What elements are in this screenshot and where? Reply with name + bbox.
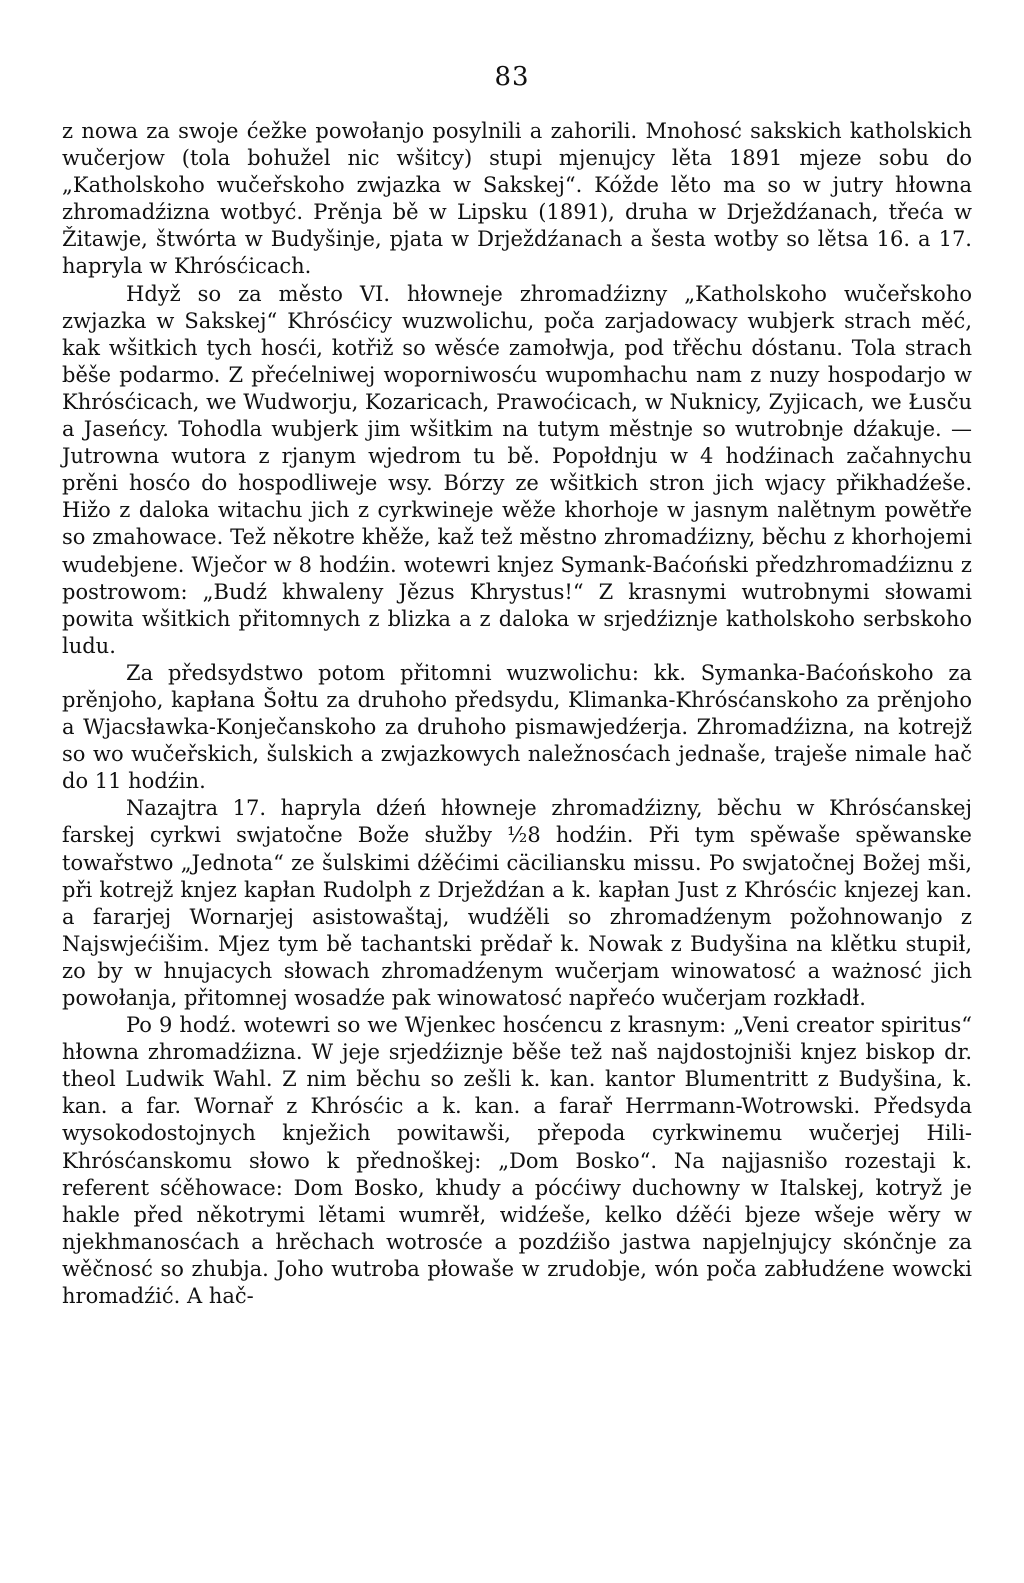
paragraph: z nowa za swoje ćežke powołanjo posylnili a zahorili. Mnohosć sakskich katholskich wučerjow (tola bohužel nic wšitcy) stupi mjenujcy lěta 1891 mjeze sobu do „Katholskoho wučeřskoho zwjazka w Sakskej“. Kóžde lěto ma so w jutry hłowna zhromadźizna wotbyć. Prěnja bě w Lipsku (1891), druha w Drježdźanach, třeća w Žitawje, štwórta w Budyšinje, pjata w Drježdźanach a šesta wotby so lětsa 16. a 17. hapryla w Khrósćicach. [62,119,972,279]
paragraph: Po 9 hodź. wotewri so we Wjenkec hosćencu z krasnym: „Veni creator spiritus“ hłowna zhromadźizna. W jeje srjedźiznje běše tež naš najdostojniši knjez biskop dr. theol Ludwik Wahl. Z nim běchu so zešli k. kan. kantor Blumentritt z Budyšina, k. kan. a far. Wornař z Khrósćic a k. kan. a farař Herrmann-Wotrowski. Předsyda wysokodostojnych knježich powitawši, přepoda cyrkwinemu wučerjej Hili-Khrósćanskomu słowo k přednoškej: „Dom Bosko“. Na najjasnišo rozestaji k. referent sćěhowace: Dom Bosko, khudy a pócćiwy duchowny w Italskej, kotryž je hakle před někotrymi lětami wumrěł, widźeše, kelko dźěći bjeze wšeje wěry w njekhmanosćach a hrěchach wotrosće a pozdźišo jastwa napjelnjujcy skónčnje za wěčnosć so zhubja. Joho wutroba płowaše w zrudobje, wón poča zabłudźene wowcki hromadźić. A hač- [62,1013,972,1309]
body-text [62,118,972,1310]
page-number: 83 [494,62,530,92]
paragraph: Hdyž so za město VI. hłowneje zhromadźizny „Katholskoho wučeřskoho zwjazka w Sakskej“ Khrósćicy wuzwolichu, poča zarjadowacy wubjerk strach měć, kak wšitkich tych hosći, kotřiž so wěsće zamołwja, pod třěchu dóstanu. Tola strach běše podarmo. Z přećelniwej woporniwosću wupomhachu nam z nuzy hospodarjo w Khrósćicach, we Wudworju, Kozaricach, Prawoćicach, w Nuknicy, Zyjicach, we Łusču a Jasеńcy. Tohodla wubjerk jim wšitkim na tutym městnje so wutrobnje dźakuje. — Jutrowna wutora z rjanym wjedrom tu bě. Popołdnju w 4 hodźinach začahnychu prěni hosćo do hospodliweje wsy. Bórzy ze wšitkich stron jich wjacy přikhadźeše. Hižo z daloka witachu jich z cyrkwineje wěže khorhoje w jasnym nalětnym powětře so zmahowace. Tež někotre khěže, kaž tež městno zhromadźizny, běchu z khorhojemi wudebjene. Wječor w 8 hodźin. wotewri knjez Symank-Baćoński předzhromadźiznu z postrowom: „Budź khwaleny Jězus Khrystus!“ Z krasnymi wutrobnymi słowami powita wšitkich přitomnych z blizka a z daloka w srjedźiznje katholskoho serbskoho ludu. [62,281,972,658]
paragraph: Nazajtra 17. hapryla dźeń hłowneje zhromadźizny, běchu w Khrósćanskej farskej cyrkwi swjatočne Bože słužby ½8 hodźin. Při tym spěwaše spěwanske towařstwo „Jednota“ ze šulskimi dźěćimi cäciliansku missu. Po swjatočnej Božej mši, při kotrejž knjez kapłan Rudolph z Drježdźan a k. kapłan Just z Khrósćic knjezej kan. a fararjej Wornarjej asistowaštaj, wudźěli so zhromadźenym požohnowanjo z Najswjećišim. Mjez tym bě tachantski prědař k. Nowak z Budyšina na klětku stupił, zo by w hnujacych słowach zhromadźenym wučerjam winowatosć a ważnosć jich powołanja, přitomnej wosadźe pak winowatosć napřećo wučerjam rozkładł. [62,796,972,1010]
paragraph: Za předsydstwo potom přitomni wuzwolichu: kk. Symanka-Baćońskoho za prěnjoho, kapłana Šołtu za druhoho předsydu, Klimanka-Khrósćanskoho za prěnjoho a Wjacsławka-Konječanskoho za druhoho pismawjedźerja. Zhromadźizna, na kotrejž so wo wučeřskich, šulskich a zwjazkowych naležnosćach jednaše, traješe nimale hač do 11 hodźin. [62,660,972,794]
